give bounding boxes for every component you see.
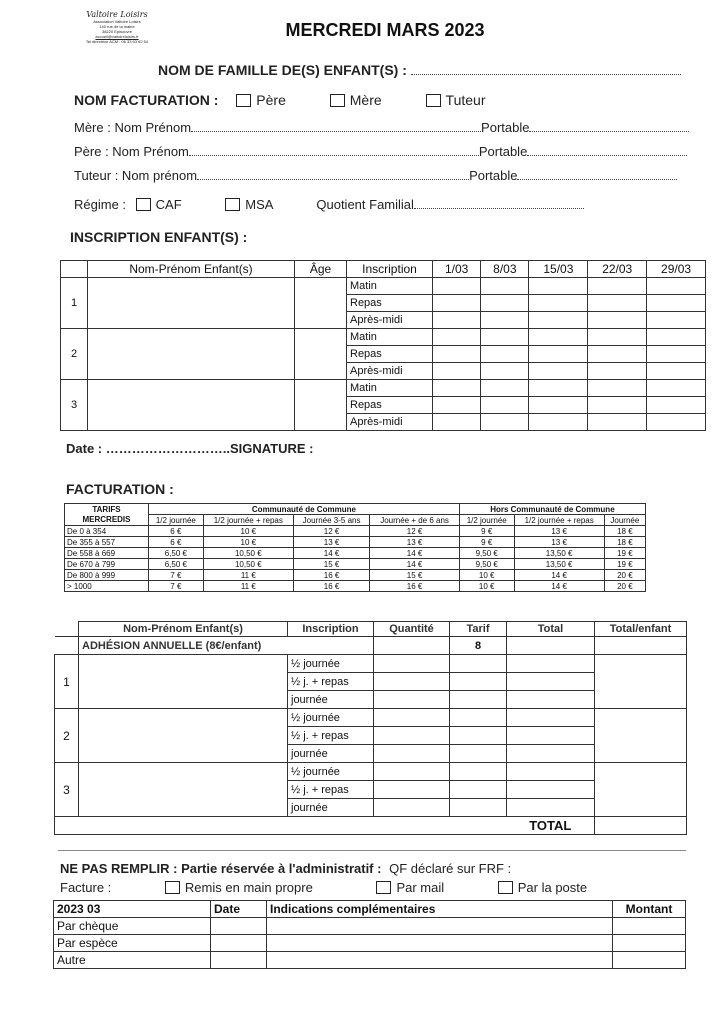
table-cell: Tarif bbox=[450, 622, 507, 637]
table-cell[interactable] bbox=[529, 414, 588, 431]
tarif-price: 9,50 € bbox=[459, 559, 514, 570]
table-cell: Après-midi bbox=[347, 363, 433, 380]
logo-line: Tel directrice ACM : 06 33 63 62 54 bbox=[85, 39, 149, 44]
table-cell[interactable] bbox=[529, 295, 588, 312]
row-number: 2 bbox=[61, 329, 88, 380]
table-cell: Autre bbox=[54, 952, 211, 969]
adhesion-tarif: 8 bbox=[450, 637, 507, 655]
tarif-price: 7 € bbox=[149, 570, 204, 581]
tarif-price: 15 € bbox=[293, 559, 369, 570]
table-cell[interactable] bbox=[595, 655, 687, 709]
admin-table bbox=[53, 900, 686, 969]
table-cell[interactable] bbox=[595, 709, 687, 763]
tarif-price: 14 € bbox=[370, 548, 460, 559]
table-cell[interactable] bbox=[529, 329, 588, 346]
table-cell[interactable] bbox=[450, 691, 507, 709]
header-date: 29/03 bbox=[647, 261, 706, 278]
table-cell[interactable] bbox=[647, 312, 706, 329]
row-number: 3 bbox=[61, 380, 88, 431]
facturation-heading: FACTURATION : bbox=[66, 481, 174, 497]
table-cell[interactable] bbox=[595, 763, 687, 817]
table-cell[interactable] bbox=[507, 691, 595, 709]
table-cell[interactable] bbox=[433, 346, 481, 363]
bill-child-name[interactable] bbox=[79, 655, 288, 709]
table-cell: 1/2 journée bbox=[459, 515, 514, 526]
tarif-bracket: De 355 à 557 bbox=[65, 537, 149, 548]
tarif-price: 14 € bbox=[293, 548, 369, 559]
tarif-row bbox=[65, 581, 646, 592]
table-cell[interactable] bbox=[374, 781, 450, 799]
table-cell[interactable] bbox=[267, 952, 613, 969]
table-cell: 2 bbox=[55, 709, 79, 763]
table-cell: ½ j. + repas bbox=[288, 673, 374, 691]
logo-line: 38220 Episouvre bbox=[101, 29, 133, 34]
table-cell: Par chèque bbox=[54, 918, 211, 935]
age-cell[interactable] bbox=[295, 380, 347, 431]
table-cell[interactable] bbox=[374, 691, 450, 709]
qf-declare: QF déclaré sur FRF : bbox=[389, 861, 512, 876]
table-cell[interactable] bbox=[450, 745, 507, 763]
table-cell[interactable] bbox=[481, 329, 529, 346]
table-cell[interactable] bbox=[481, 346, 529, 363]
row-number: 1 bbox=[61, 278, 88, 329]
adhesion-label: ADHÉSION ANNUELLE (8€/enfant) bbox=[79, 637, 374, 655]
table-cell: Indications complémentaires bbox=[267, 901, 613, 918]
table-cell[interactable] bbox=[374, 709, 450, 727]
table-cell[interactable] bbox=[450, 673, 507, 691]
table-cell[interactable] bbox=[647, 278, 706, 295]
table-cell: 1/2 journée bbox=[149, 515, 204, 526]
checkbox-mere[interactable]: Mère bbox=[330, 92, 382, 108]
table-cell[interactable] bbox=[529, 380, 588, 397]
tarif-price: 14 € bbox=[370, 559, 460, 570]
tarif-price: 6 € bbox=[149, 526, 204, 537]
tarif-price: 10 € bbox=[203, 526, 293, 537]
table-cell[interactable] bbox=[450, 781, 507, 799]
tarif-bracket: > 1000 bbox=[65, 581, 149, 592]
page-title: MERCREDI MARS 2023 bbox=[285, 20, 485, 40]
checkbox-tuteur[interactable]: Tuteur bbox=[426, 92, 486, 108]
contact-pere[interactable]: Père : Nom Prénom Portable bbox=[74, 144, 687, 159]
tarif-price: 11 € bbox=[203, 570, 293, 581]
table-cell[interactable] bbox=[647, 380, 706, 397]
total-value[interactable] bbox=[595, 817, 687, 835]
table-cell[interactable] bbox=[647, 346, 706, 363]
billing-table bbox=[54, 621, 687, 835]
tarifs-corner: TARIFS MERCREDIS bbox=[65, 504, 149, 526]
tarif-price: 12 € bbox=[293, 526, 369, 537]
table-cell[interactable] bbox=[507, 763, 595, 781]
tarif-price: 10 € bbox=[203, 537, 293, 548]
table-cell[interactable] bbox=[529, 346, 588, 363]
table-cell[interactable] bbox=[647, 414, 706, 431]
tarif-row bbox=[65, 526, 646, 537]
table-cell[interactable] bbox=[433, 380, 481, 397]
tarif-price: 13,50 € bbox=[514, 559, 604, 570]
table-cell: ½ j. + repas bbox=[288, 727, 374, 745]
table-cell[interactable] bbox=[433, 312, 481, 329]
table-cell[interactable] bbox=[588, 414, 647, 431]
table-cell[interactable] bbox=[507, 673, 595, 691]
table-cell[interactable] bbox=[529, 397, 588, 414]
table-cell[interactable] bbox=[450, 727, 507, 745]
table-cell[interactable] bbox=[433, 397, 481, 414]
table-cell[interactable] bbox=[588, 329, 647, 346]
tarif-price: 10,50 € bbox=[203, 548, 293, 559]
total-label: TOTAL bbox=[507, 817, 595, 835]
tarif-price: 18 € bbox=[604, 537, 645, 548]
table-cell: Montant bbox=[613, 901, 686, 918]
table-cell[interactable] bbox=[374, 727, 450, 745]
table-cell[interactable] bbox=[433, 329, 481, 346]
header-date: 1/03 bbox=[433, 261, 481, 278]
child-name-cell[interactable] bbox=[88, 380, 295, 431]
tarif-price: 16 € bbox=[370, 581, 460, 592]
header-date: 8/03 bbox=[481, 261, 529, 278]
table-cell[interactable] bbox=[433, 278, 481, 295]
table-cell[interactable] bbox=[588, 278, 647, 295]
checkbox-msa[interactable]: MSA bbox=[225, 197, 272, 212]
table-cell: Repas bbox=[347, 397, 433, 414]
table-cell: 1/2 journée + repas bbox=[514, 515, 604, 526]
table-cell bbox=[61, 261, 88, 278]
table-cell[interactable] bbox=[481, 363, 529, 380]
table-cell: ½ journée bbox=[288, 709, 374, 727]
admin-heading-row bbox=[60, 861, 511, 876]
table-cell[interactable] bbox=[647, 397, 706, 414]
facture-row: Facture : Remis en main propre Par mail Par la poste bbox=[60, 880, 588, 895]
table-cell[interactable] bbox=[529, 363, 588, 380]
tarif-price: 13,50 € bbox=[514, 548, 604, 559]
table-cell: ½ j. + repas bbox=[288, 781, 374, 799]
checkbox-remis-main-propre[interactable]: Remis en main propre bbox=[165, 880, 313, 895]
tarif-price: 16 € bbox=[293, 581, 369, 592]
quotient-familial-field[interactable]: Quotient Familial bbox=[316, 197, 584, 212]
table-cell: ½ journée bbox=[288, 655, 374, 673]
table-cell: journée bbox=[288, 745, 374, 763]
table-cell[interactable] bbox=[374, 673, 450, 691]
table-cell: Matin bbox=[347, 278, 433, 295]
child-name-cell[interactable] bbox=[88, 329, 295, 380]
table-cell bbox=[55, 817, 507, 835]
contact-tuteur[interactable]: Tuteur : Nom prénom Portable bbox=[74, 168, 677, 183]
tarif-price: 10 € bbox=[459, 581, 514, 592]
table-cell[interactable] bbox=[647, 329, 706, 346]
table-cell[interactable] bbox=[529, 278, 588, 295]
tarif-price: 14 € bbox=[514, 570, 604, 581]
table-cell: Quantité bbox=[374, 622, 450, 637]
table-cell[interactable] bbox=[374, 763, 450, 781]
table-cell[interactable] bbox=[588, 380, 647, 397]
tarif-price: 20 € bbox=[604, 570, 645, 581]
tarif-price: 18 € bbox=[604, 526, 645, 537]
table-cell: Nom-Prénom Enfant(s) bbox=[79, 622, 288, 637]
table-cell[interactable] bbox=[374, 637, 450, 655]
table-cell[interactable] bbox=[374, 745, 450, 763]
tarifs-body bbox=[65, 526, 646, 592]
tarif-row bbox=[65, 559, 646, 570]
table-cell: Date bbox=[211, 901, 267, 918]
tarif-bracket: De 670 à 799 bbox=[65, 559, 149, 570]
table-cell: Repas bbox=[347, 295, 433, 312]
table-cell: Journée + de 6 ans bbox=[370, 515, 460, 526]
table-cell: 3 bbox=[55, 763, 79, 817]
admin-heading: NE PAS REMPLIR : Partie réservée à l'administratif : bbox=[60, 861, 382, 876]
tarif-price: 14 € bbox=[514, 581, 604, 592]
table-cell[interactable] bbox=[613, 935, 686, 952]
tarif-row bbox=[65, 537, 646, 548]
checkbox-caf[interactable]: CAF bbox=[136, 197, 182, 212]
table-cell[interactable] bbox=[450, 763, 507, 781]
table-cell[interactable] bbox=[507, 727, 595, 745]
tarif-price: 11 € bbox=[203, 581, 293, 592]
table-cell[interactable] bbox=[647, 363, 706, 380]
regime-row: Régime : CAF MSA Quotient Familial bbox=[74, 197, 584, 212]
table-cell[interactable] bbox=[267, 935, 613, 952]
group-hors-communaute: Hors Communauté de Commune bbox=[459, 504, 645, 515]
table-cell[interactable] bbox=[481, 380, 529, 397]
table-cell[interactable] bbox=[588, 346, 647, 363]
table-cell[interactable] bbox=[481, 312, 529, 329]
tarif-row bbox=[65, 570, 646, 581]
header-nom: Nom-Prénom Enfant(s) bbox=[88, 261, 295, 278]
bill-child-name[interactable] bbox=[79, 763, 288, 817]
table-cell[interactable] bbox=[450, 655, 507, 673]
table-cell[interactable] bbox=[588, 312, 647, 329]
table-cell[interactable] bbox=[529, 312, 588, 329]
table-cell[interactable] bbox=[450, 709, 507, 727]
table-cell: Inscription bbox=[288, 622, 374, 637]
age-cell[interactable] bbox=[295, 329, 347, 380]
tarifs-table bbox=[64, 503, 646, 592]
tarif-bracket: De 0 à 354 bbox=[65, 526, 149, 537]
table-cell bbox=[55, 637, 79, 655]
table-cell[interactable] bbox=[450, 799, 507, 817]
table-cell[interactable] bbox=[507, 799, 595, 817]
table-cell[interactable] bbox=[613, 918, 686, 935]
table-cell: Par espèce bbox=[54, 935, 211, 952]
table-cell[interactable] bbox=[613, 952, 686, 969]
table-cell: 1 bbox=[55, 655, 79, 709]
tarif-price: 13 € bbox=[514, 537, 604, 548]
tarif-bracket: De 800 à 999 bbox=[65, 570, 149, 581]
table-cell[interactable] bbox=[433, 363, 481, 380]
header-date: 15/03 bbox=[529, 261, 588, 278]
table-cell[interactable] bbox=[507, 709, 595, 727]
child-name-cell[interactable] bbox=[88, 278, 295, 329]
table-cell: Après-midi bbox=[347, 312, 433, 329]
tarif-price: 9 € bbox=[459, 537, 514, 548]
contact-mere[interactable]: Mère : Nom Prénom Portable bbox=[74, 120, 689, 135]
table-cell[interactable] bbox=[374, 799, 450, 817]
table-cell[interactable] bbox=[481, 414, 529, 431]
tarif-price: 12 € bbox=[370, 526, 460, 537]
table-cell: 1/2 journée + repas bbox=[203, 515, 293, 526]
table-cell[interactable] bbox=[267, 918, 613, 935]
tarif-price: 6,50 € bbox=[149, 559, 204, 570]
table-cell[interactable] bbox=[507, 745, 595, 763]
table-cell[interactable] bbox=[481, 295, 529, 312]
tarif-price: 10 € bbox=[459, 570, 514, 581]
association-logo bbox=[78, 10, 156, 44]
tarif-price: 10,50 € bbox=[203, 559, 293, 570]
tarif-price: 13 € bbox=[293, 537, 369, 548]
logo-script: Valtoire Loisirs bbox=[86, 10, 148, 19]
table-cell: 2023 03 bbox=[54, 901, 211, 918]
tarif-price: 16 € bbox=[293, 570, 369, 581]
table-cell[interactable] bbox=[481, 397, 529, 414]
table-cell[interactable] bbox=[647, 295, 706, 312]
table-cell: Total/enfant bbox=[595, 622, 687, 637]
table-cell[interactable] bbox=[433, 295, 481, 312]
tarif-price: 15 € bbox=[370, 570, 460, 581]
table-cell[interactable] bbox=[588, 397, 647, 414]
table-cell[interactable] bbox=[588, 363, 647, 380]
logo-line: accueil@valtoireloisirs.fr bbox=[95, 34, 139, 39]
tarif-price: 19 € bbox=[604, 559, 645, 570]
table-cell bbox=[55, 622, 79, 637]
date-signature[interactable]: Date : ………………………..SIGNATURE : bbox=[66, 441, 314, 456]
checkbox-par-la-poste[interactable]: Par la poste bbox=[498, 880, 587, 895]
table-cell[interactable] bbox=[588, 295, 647, 312]
logo-line: Association Valtoire Loisirs bbox=[93, 19, 141, 24]
table-cell[interactable] bbox=[433, 414, 481, 431]
divider bbox=[58, 850, 686, 851]
table-cell[interactable] bbox=[211, 935, 267, 952]
table-cell: ½ journée bbox=[288, 763, 374, 781]
tarif-price: 6 € bbox=[149, 537, 204, 548]
age-cell[interactable] bbox=[295, 278, 347, 329]
table-cell: Repas bbox=[347, 346, 433, 363]
bill-child-name[interactable] bbox=[79, 709, 288, 763]
inscription-table bbox=[60, 260, 706, 431]
tarif-price: 9 € bbox=[459, 526, 514, 537]
table-cell[interactable] bbox=[507, 655, 595, 673]
table-cell: Journée bbox=[604, 515, 645, 526]
inscription-heading: INSCRIPTION ENFANT(S) : bbox=[70, 229, 248, 245]
header-age: Âge bbox=[295, 261, 347, 278]
billing-row bbox=[74, 92, 486, 108]
family-name-label: NOM DE FAMILLE DE(S) ENFANT(S) : bbox=[158, 62, 407, 78]
tarif-price: 13 € bbox=[514, 526, 604, 537]
table-cell: Matin bbox=[347, 380, 433, 397]
tarif-price: 13 € bbox=[370, 537, 460, 548]
table-cell[interactable] bbox=[595, 637, 687, 655]
tarif-price: 6,50 € bbox=[149, 548, 204, 559]
checkbox-pere[interactable]: Père bbox=[236, 92, 286, 108]
tarif-price: 20 € bbox=[604, 581, 645, 592]
table-cell: Total bbox=[507, 622, 595, 637]
checkbox-par-mail[interactable]: Par mail bbox=[376, 880, 444, 895]
tarif-price: 9,50 € bbox=[459, 548, 514, 559]
table-cell: Après-midi bbox=[347, 414, 433, 431]
table-cell[interactable] bbox=[481, 278, 529, 295]
tarif-bracket: De 558 à 669 bbox=[65, 548, 149, 559]
table-cell: Journée 3-5 ans bbox=[293, 515, 369, 526]
group-communaute: Communauté de Commune bbox=[149, 504, 460, 515]
table-cell[interactable] bbox=[374, 655, 450, 673]
table-cell: Matin bbox=[347, 329, 433, 346]
table-cell[interactable] bbox=[507, 637, 595, 655]
billing-label: NOM FACTURATION : bbox=[74, 92, 219, 108]
header-date: 22/03 bbox=[588, 261, 647, 278]
tarif-price: 19 € bbox=[604, 548, 645, 559]
logo-line: 140 rue de la mairie bbox=[99, 24, 135, 29]
tarif-price: 7 € bbox=[149, 581, 204, 592]
table-cell[interactable] bbox=[507, 781, 595, 799]
table-cell[interactable] bbox=[211, 918, 267, 935]
header-inscription: Inscription bbox=[347, 261, 433, 278]
table-cell: journée bbox=[288, 799, 374, 817]
table-cell[interactable] bbox=[211, 952, 267, 969]
family-name-field[interactable] bbox=[158, 62, 681, 78]
tarif-row bbox=[65, 548, 646, 559]
table-cell: journée bbox=[288, 691, 374, 709]
